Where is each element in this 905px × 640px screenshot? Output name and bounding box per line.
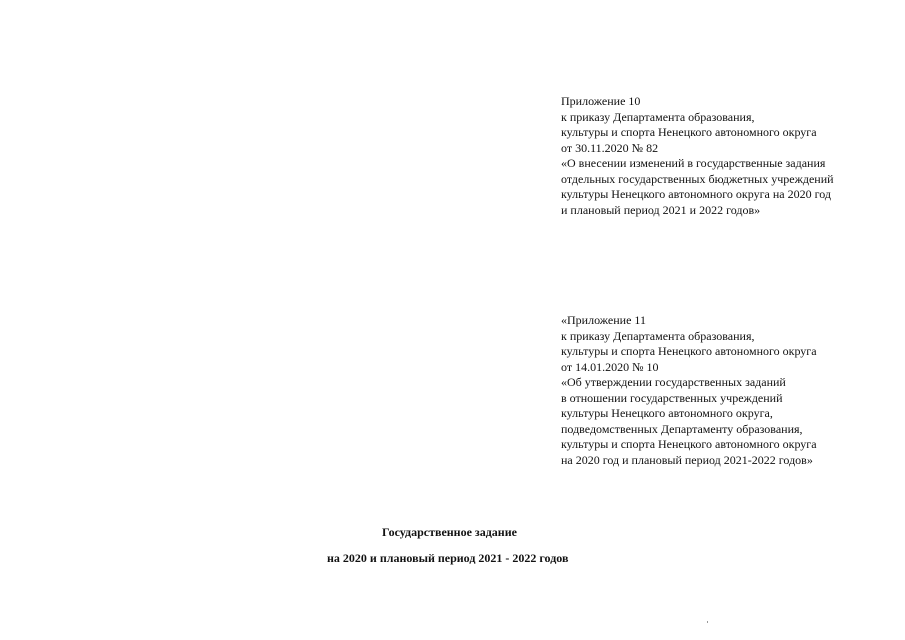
appendix-10-line: от 30.11.2020 № 82 bbox=[561, 140, 659, 155]
appendix-11-line: к приказу Департамента образования, bbox=[561, 328, 755, 343]
appendix-11-line: от 14.01.2020 № 10 bbox=[561, 359, 659, 374]
appendix-11-line: культуры и спорта Ненецкого автономного округа bbox=[561, 344, 817, 358]
appendix-10-line: к приказу Департамента образования, bbox=[561, 109, 755, 124]
document-title: Государственное задание bbox=[382, 525, 517, 539]
appendix-10-line: и плановый период 2021 и 2022 годов» bbox=[561, 202, 761, 217]
appendix-10-line: «О внесении изменений в государственные задания bbox=[561, 156, 826, 170]
appendix-11-line: в отношении государственных учреждений bbox=[561, 390, 783, 405]
appendix-11-line: культуры и спорта Ненецкого автономного округа bbox=[561, 437, 817, 451]
appendix-11-line: «Об утверждении государственных заданий bbox=[561, 375, 786, 389]
appendix-11-header bbox=[561, 313, 817, 468]
appendix-11-line: «Приложение 11 bbox=[561, 313, 646, 327]
appendix-11-line: на 2020 год и плановый период 2021-2022 годов» bbox=[561, 452, 813, 467]
scan-speck bbox=[707, 621, 708, 623]
appendix-10-line: культуры и спорта Ненецкого автономного округа bbox=[561, 125, 817, 139]
appendix-11-line: культуры Ненецкого автономного округа, bbox=[561, 406, 773, 420]
appendix-10-line: отдельных государственных бюджетных учреждений bbox=[561, 171, 834, 186]
appendix-11-line: подведомственных Департаменту образования, bbox=[561, 421, 803, 436]
appendix-10-line: культуры Ненецкого автономного округа на 2020 год bbox=[561, 187, 831, 201]
appendix-10-line: Приложение 10 bbox=[561, 94, 641, 108]
document-subtitle: на 2020 и плановый период 2021 - 2022 годов bbox=[327, 551, 569, 565]
appendix-10-header bbox=[561, 94, 834, 218]
